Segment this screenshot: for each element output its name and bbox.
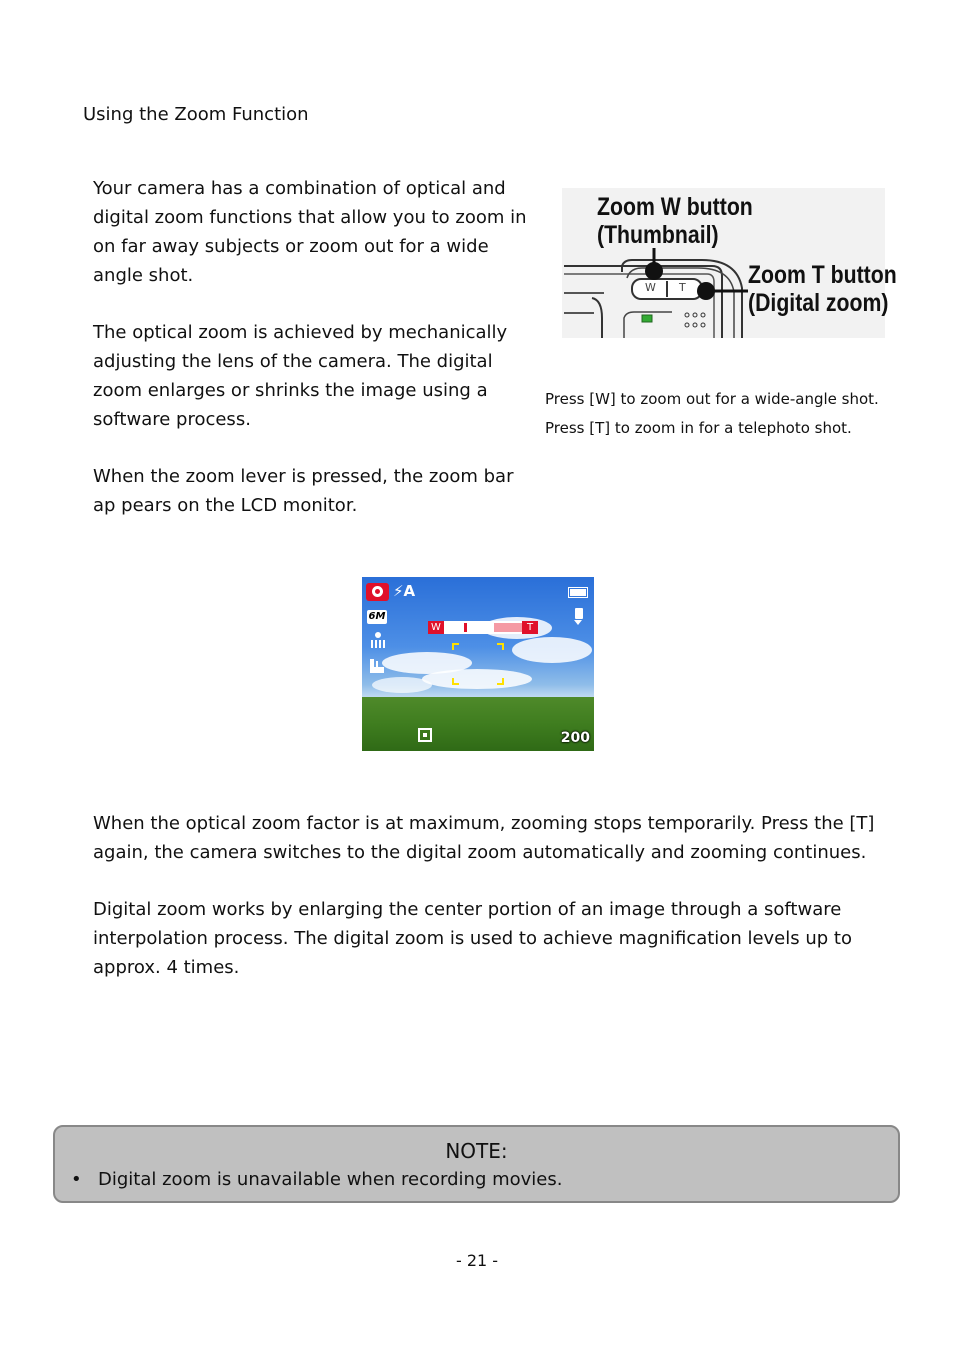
note-box [53, 1125, 900, 1203]
intro-paragraph-3: When the zoom lever is pressed, the zoom bar ap pears on the LCD monitor. [93, 466, 514, 516]
zoom-w-label-line2: (Thumbnail) [597, 221, 719, 249]
sharpness-icon [370, 659, 384, 673]
memory-arrow-icon [574, 620, 582, 625]
quality-icon [370, 632, 386, 648]
press-w-instruction: Press [W] to zoom out for a wide-angle shot. [545, 390, 879, 408]
note-title: NOTE: [445, 1139, 508, 1163]
zoom-t-label-line1: Zoom T button [748, 261, 897, 289]
w-button-letter: W [645, 281, 656, 294]
press-t-instruction: Press [T] to zoom in for a telephoto shot. [545, 419, 852, 437]
zoom-bar [428, 621, 538, 634]
cloud [512, 637, 592, 663]
grass-field [362, 697, 594, 751]
section-heading: Using the Zoom Function [83, 104, 309, 125]
cloud [372, 677, 432, 693]
focus-frame-icon [452, 643, 504, 685]
camera-zoom-buttons-diagram [562, 188, 897, 338]
memory-card-icon [575, 608, 583, 619]
zoom-bar-t-label: T [522, 621, 538, 634]
shots-remaining: 200 [560, 730, 590, 746]
note-text: Digital zoom is unavailable when recording movies. [98, 1169, 563, 1190]
zoom-bar-w-label: W [428, 621, 444, 634]
t-button-letter: T [679, 281, 686, 294]
zoom-bar-digital-range [494, 623, 522, 632]
lcd-monitor-screenshot [362, 577, 594, 751]
battery-icon [568, 587, 588, 598]
flash-auto-icon: ⚡A [393, 582, 416, 600]
metering-icon [418, 728, 432, 742]
intro-paragraph-1: Your camera has a combination of optical and digital zoom functions that allow you to zoom in on far away subjects or zoom out for a wide angle shot. [93, 178, 527, 286]
page-number: - 21 - [455, 1251, 499, 1270]
zoom-position-marker [464, 623, 467, 632]
body-paragraph-1: When the optical zoom factor is at maximum, zooming stops temporarily. Press the [T] again, the camera switches to the digital zoom automatically and zooming continues. [93, 813, 875, 863]
note-bullet: • [71, 1169, 82, 1190]
resolution-icon: 6M [368, 611, 386, 622]
intro-paragraph-2: The optical zoom is achieved by mechanically adjusting the lens of the camera. The digital zoom enlarges or shrinks the image using a software process. [93, 322, 508, 430]
zoom-w-label-line1: Zoom W button [597, 193, 753, 221]
zoom-t-label-line2: (Digital zoom) [748, 289, 889, 317]
camera-mode-icon [366, 583, 389, 601]
body-paragraph-2: Digital zoom works by enlarging the center portion of an image through a software interpolation process. The digital zoom is used to achieve magnification levels up to approx. 4 times. [93, 899, 852, 978]
